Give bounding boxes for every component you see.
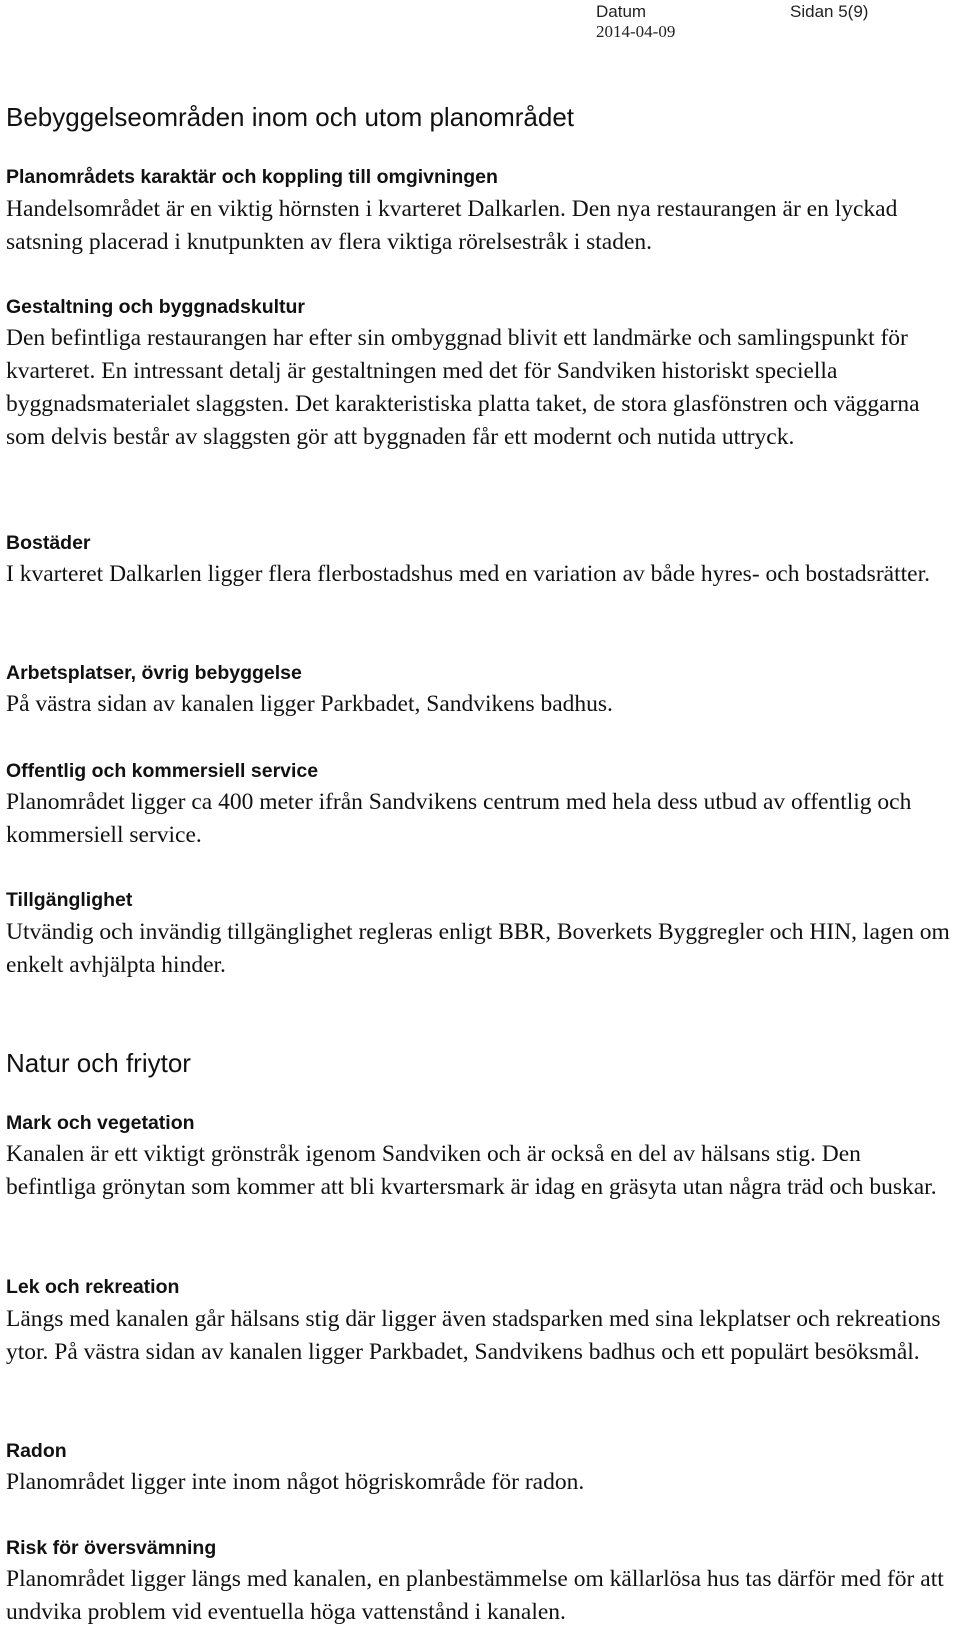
paragraph: Planområdet ligger inte inom något högriskområde för radon. <box>6 1469 585 1495</box>
paragraph: Planområdet ligger ca 400 meter ifrån Sandvikens centrum med hela dess utbud av offentlig och kommersiell service. <box>6 789 912 848</box>
paragraph: Kanalen är ett viktigt grönstråk igenom Sandviken och är också en del av hälsans stig. Den befintliga grönytan som kommer att bli kvartersmark är idag en gräsyta utan några träd och buskar. <box>6 1141 937 1200</box>
section-heading: Bebyggelseområden inom och utom planområdet <box>6 102 575 132</box>
subsection-heading: Arbetsplatser, övrig bebyggelse <box>6 662 302 684</box>
subsection-heading: Mark och vegetation <box>6 1112 195 1134</box>
page-number: Sidan 5(9) <box>790 2 869 21</box>
subsection-heading: Risk för översvämning <box>6 1537 217 1559</box>
paragraph: I kvarteret Dalkarlen ligger flera flerbostadshus med en variation av både hyres- och bostadsrätter. <box>6 561 930 587</box>
subsection-heading: Radon <box>6 1440 67 1462</box>
datum-label: Datum <box>596 2 647 21</box>
paragraph: På västra sidan av kanalen ligger Parkbadet, Sandvikens badhus. <box>6 691 613 717</box>
document-date: 2014-04-09 <box>596 22 676 41</box>
section-heading: Natur och friytor <box>6 1048 191 1078</box>
paragraph: Handelsområdet är en viktig hörnsten i kvarteret Dalkarlen. Den nya restaurangen är en lyckad satsning placerad i knutpunkten av flera viktiga rörelsestråk i staden. <box>6 196 898 255</box>
subsection-heading: Gestaltning och byggnadskultur <box>6 296 306 318</box>
paragraph: Planområdet ligger längs med kanalen, en planbestämmelse om källarlösa hus tas därför med för att undvika problem vid eventuella höga vattenstånd i kanalen. <box>6 1566 944 1625</box>
paragraph: Utvändig och invändig tillgänglighet regleras enligt BBR, Boverkets Byggregler och HIN, lagen om enkelt avhjälpta hinder. <box>6 919 950 978</box>
subsection-heading: Planområdets karaktär och koppling till omgivningen <box>6 166 498 188</box>
subsection-heading: Bostäder <box>6 532 91 554</box>
subsection-heading: Lek och rekreation <box>6 1276 180 1298</box>
paragraph: Längs med kanalen går hälsans stig där ligger även stadsparken med sina lekplatser och rekreations ytor. På västra sidan av kanalen ligger Parkbadet, Sandvikens badhus och ett populärt besöksmål. <box>6 1306 941 1365</box>
paragraph: Den befintliga restaurangen har efter sin ombyggnad blivit ett landmärke och samlingspunkt för kvarteret. En intressant detalj är gestaltningen med det för Sandviken historiskt speciella byggnadsmaterialet slaggsten. Det karakteristiska platta taket, de stora glasfönstren och väggarna som delvis består av slaggsten gör att byggnaden får ett modernt och nutida uttryck. <box>6 325 920 450</box>
subsection-heading: Tillgänglighet <box>6 889 133 911</box>
subsection-heading: Offentlig och kommersiell service <box>6 760 319 782</box>
